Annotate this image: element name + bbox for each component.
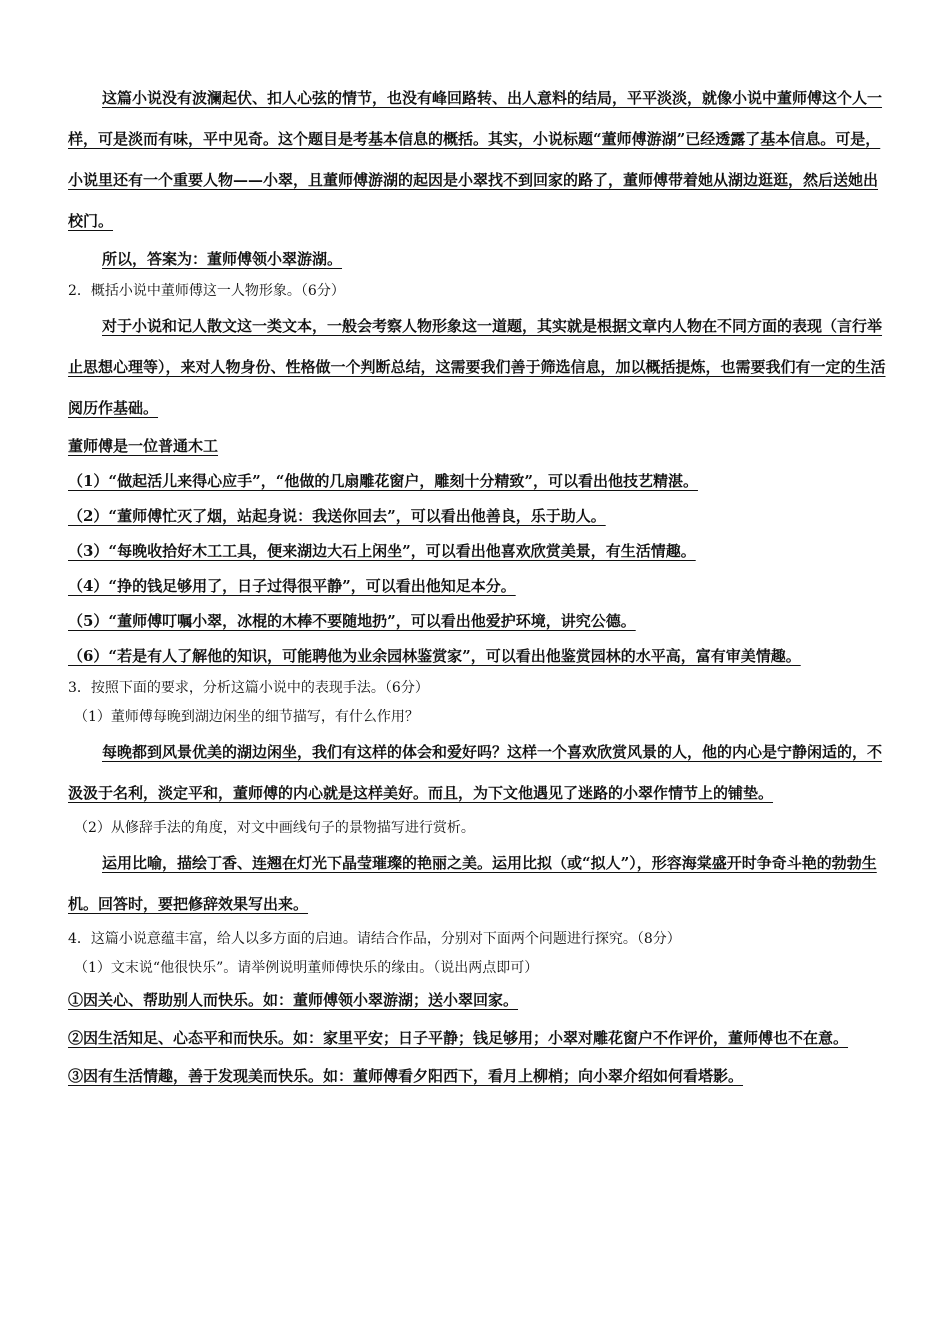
- q4-reason: ①因关心、帮助别人而快乐。如：董师傅领小翠游湖；送小翠回家。: [68, 991, 519, 1009]
- q2-analysis: 对于小说和记人散文这一类文本，一般会考察人物形象这一道题，其实就是根据文章内人物在不同方面的表现（言行举止思想心理等），来对人物身份、性格做一个判断总结，这需要我们善于筛选信息，加以概括提炼，也需要我们有一定的生活阅历作基础。: [68, 317, 886, 417]
- document-page: [68, 78, 890, 1094]
- q4-question: 4．这篇小说意蕴丰富，给人以多方面的启迪。请结合作品，分别对下面两个问题进行探究。（8分）: [68, 931, 681, 947]
- q2-summary: 董师傅是一位普通木工: [68, 437, 219, 455]
- q3-sub1: （1）董师傅每晚到湖边闲坐的细节描写，有什么作用？: [74, 709, 419, 725]
- q3-answer1: 每晚都到风景优美的湖边闲坐，我们有这样的体会和爱好吗？这样一个喜欢欣赏风景的人，他的内心是宁静闲适的，不汲汲于名利，淡定平和，董师傅的内心就是这样美好。而且，为下文他遇见了迷路的小翠作情节上的铺垫。: [68, 743, 883, 802]
- q2-point: （6）“若是有人了解他的知识，可能聘他为业余园林鉴赏家”，可以看出他鉴赏园林的水平高，富有审美情趣。: [68, 647, 801, 665]
- q4-sub1: （1）文末说“他很快乐”。请举例说明董师傅快乐的缘由。（说出两点即可）: [74, 960, 539, 976]
- q2-point: （2）“董师傅忙灭了烟，站起身说：我送你回去”，可以看出他善良，乐于助人。: [68, 507, 606, 525]
- q2-point: （5）“董师傅叮嘱小翠，冰棍的木棒不要随地扔”，可以看出他爱护环境，讲究公德。: [68, 612, 636, 630]
- q3-sub2: （2）从修辞手法的角度，对文中画线句子的景物描写进行赏析。: [74, 820, 475, 836]
- q3-answer2: 运用比喻，描绘丁香、连翘在灯光下晶莹璀璨的艳丽之美。运用比拟（或“拟人”），形容海棠盛开时争奇斗艳的勃勃生机。回答时，要把修辞效果写出来。: [68, 854, 877, 913]
- q1-answer-conclusion: 所以，答案为：董师傅领小翠游湖。: [102, 250, 343, 268]
- q2-question: 2．概括小说中董师傅这一人物形象。（6分）: [68, 283, 345, 299]
- q4-reason: ③因有生活情趣，善于发现美而快乐。如：董师傅看夕阳西下，看月上柳梢；向小翠介绍如何看塔影。: [68, 1067, 744, 1085]
- q1-answer-intro: 这篇小说没有波澜起伏、扣人心弦的情节，也没有峰回路转、出人意料的结局，平平淡淡，就像小说中董师傅这个人一样，可是淡而有味，平中见奇。这个题目是考基本信息的概括。其实，小说标题“董师傅游湖”已经透露了基本信息。可是，小说里还有一个重要人物——小翠，且董师傅游湖的起因是小翠找不到回家的路了，董师傅带着她从湖边逛逛，然后送她出校门。: [68, 89, 883, 230]
- q3-question: 3．按照下面的要求，分析这篇小说中的表现手法。（6分）: [68, 680, 429, 696]
- q2-point: （3）“每晚收拾好木工工具，便来湖边大石上闲坐”，可以看出他喜欢欣赏美景，有生活情趣。: [68, 542, 696, 560]
- q2-point: （1）“做起活儿来得心应手”，“他做的几扇雕花窗户，雕刻十分精致”，可以看出他技艺精湛。: [68, 472, 698, 490]
- q4-reason: ②因生活知足、心态平和而快乐。如：家里平安；日子平静；钱足够用；小翠对雕花窗户不作评价，董师傅也不在意。: [68, 1029, 849, 1047]
- q2-point: （4）“挣的钱足够用了，日子过得很平静”，可以看出他知足本分。: [68, 577, 516, 595]
